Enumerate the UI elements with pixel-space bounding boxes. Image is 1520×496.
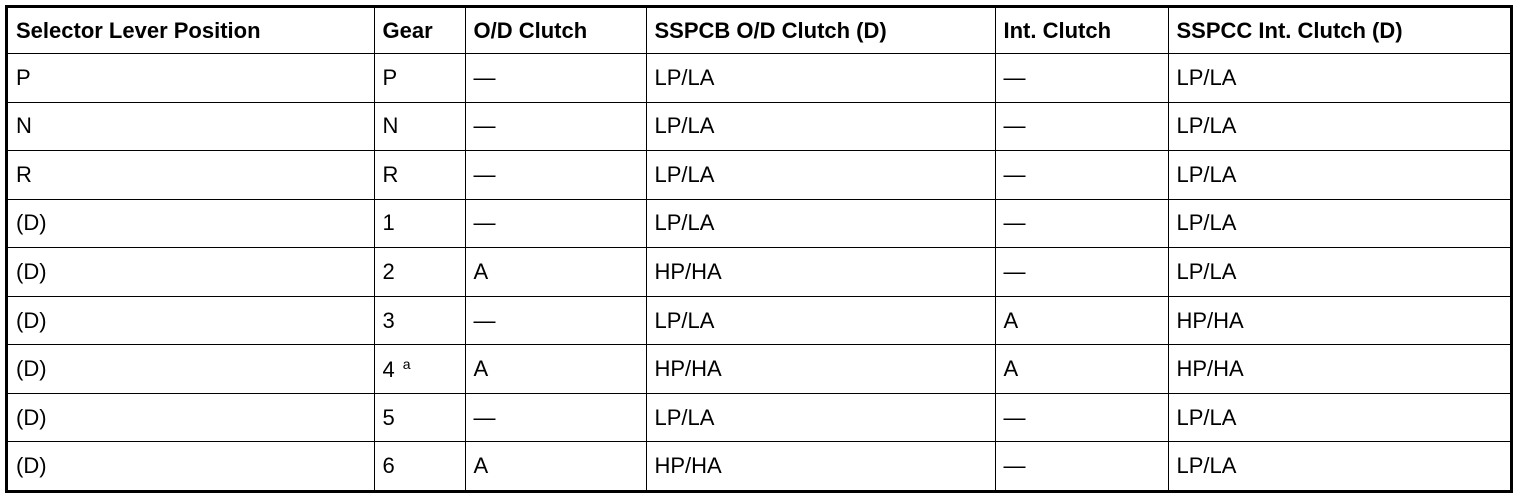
cell-od-clutch: — xyxy=(465,151,646,200)
cell-sspcc: LP/LA xyxy=(1168,442,1510,490)
cell-int-clutch: — xyxy=(995,199,1168,248)
cell-selector: (D) xyxy=(8,199,374,248)
cell-sspcc: LP/LA xyxy=(1168,102,1510,151)
cell-sspcc: LP/LA xyxy=(1168,199,1510,248)
cell-gear: P xyxy=(374,54,465,103)
header-sspcc-int-clutch: SSPCC Int. Clutch (D) xyxy=(1168,8,1510,54)
cell-od-clutch: — xyxy=(465,102,646,151)
header-selector-lever-position: Selector Lever Position xyxy=(8,8,374,54)
cell-selector: (D) xyxy=(8,393,374,442)
cell-selector: (D) xyxy=(8,442,374,490)
gear-value: 4 xyxy=(382,356,395,382)
cell-sspcb: LP/LA xyxy=(646,102,995,151)
cell-selector: (D) xyxy=(8,248,374,297)
cell-sspcb: LP/LA xyxy=(646,151,995,200)
cell-selector: R xyxy=(8,151,374,200)
cell-sspcb: LP/LA xyxy=(646,199,995,248)
cell-gear: 5 xyxy=(374,393,465,442)
table-row xyxy=(8,199,1510,248)
table-row xyxy=(8,442,1510,490)
cell-gear: 6 xyxy=(374,442,465,490)
cell-selector: P xyxy=(8,54,374,103)
table-row xyxy=(8,54,1510,103)
cell-selector: (D) xyxy=(8,345,374,394)
table-row xyxy=(8,393,1510,442)
cell-od-clutch: A xyxy=(465,442,646,490)
cell-sspcb: HP/HA xyxy=(646,248,995,297)
header-sspcb-od-clutch: SSPCB O/D Clutch (D) xyxy=(646,8,995,54)
table-header-row xyxy=(8,8,1510,54)
cell-selector: N xyxy=(8,102,374,151)
table-row xyxy=(8,151,1510,200)
cell-int-clutch: — xyxy=(995,248,1168,297)
cell-gear: 3 xyxy=(374,296,465,345)
cell-int-clutch: — xyxy=(995,102,1168,151)
cell-int-clutch: — xyxy=(995,393,1168,442)
cell-od-clutch: — xyxy=(465,199,646,248)
header-int-clutch: Int. Clutch xyxy=(995,8,1168,54)
table-row xyxy=(8,248,1510,297)
cell-gear: R xyxy=(374,151,465,200)
cell-sspcc: LP/LA xyxy=(1168,248,1510,297)
cell-sspcc: LP/LA xyxy=(1168,393,1510,442)
cell-sspcb: LP/LA xyxy=(646,296,995,345)
cell-sspcb: LP/LA xyxy=(646,393,995,442)
cell-sspcc: LP/LA xyxy=(1168,151,1510,200)
table-row xyxy=(8,296,1510,345)
cell-gear: N xyxy=(374,102,465,151)
cell-gear: 1 xyxy=(374,199,465,248)
cell-int-clutch: — xyxy=(995,54,1168,103)
cell-sspcc: HP/HA xyxy=(1168,296,1510,345)
cell-od-clutch: A xyxy=(465,345,646,394)
cell-od-clutch: — xyxy=(465,296,646,345)
cell-int-clutch: — xyxy=(995,442,1168,490)
cell-sspcb: LP/LA xyxy=(646,54,995,103)
cell-sspcc: LP/LA xyxy=(1168,54,1510,103)
cell-od-clutch: A xyxy=(465,248,646,297)
table-row xyxy=(8,345,1510,394)
cell-gear: 2 xyxy=(374,248,465,297)
clutch-application-table xyxy=(8,8,1510,490)
cell-int-clutch: A xyxy=(995,296,1168,345)
cell-sspcb: HP/HA xyxy=(646,345,995,394)
header-gear: Gear xyxy=(374,8,465,54)
header-od-clutch: O/D Clutch xyxy=(465,8,646,54)
footnote-marker: a xyxy=(402,355,411,372)
cell-sspcb: HP/HA xyxy=(646,442,995,490)
cell-selector: (D) xyxy=(8,296,374,345)
cell-int-clutch: — xyxy=(995,151,1168,200)
cell-sspcc: HP/HA xyxy=(1168,345,1510,394)
cell-gear xyxy=(374,345,465,394)
cell-int-clutch: A xyxy=(995,345,1168,394)
cell-od-clutch: — xyxy=(465,393,646,442)
cell-od-clutch: — xyxy=(465,54,646,103)
table-row xyxy=(8,102,1510,151)
clutch-table-frame xyxy=(5,5,1513,493)
